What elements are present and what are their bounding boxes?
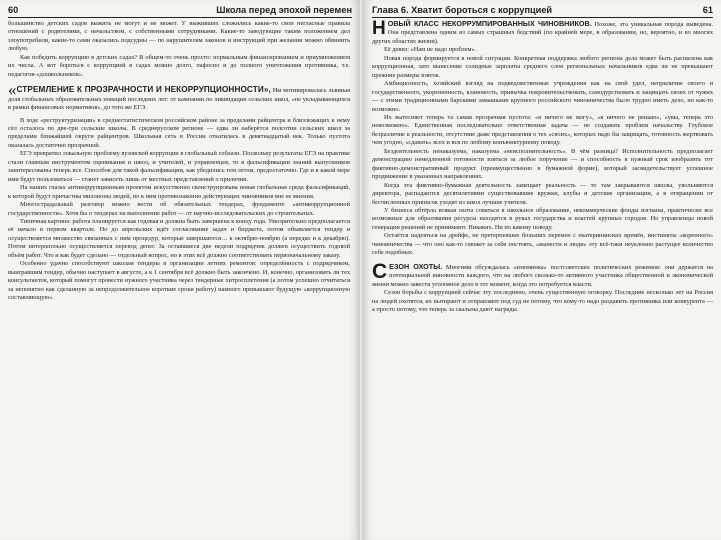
- paragraph: Как победить коррупцию в детских садах? В общем-то очень просто: нормальным финансированием и приумножением их числа. А вот бороться с коррупцией в садах можно долго, пафосно и до полного уничтожения противника, т.е. педагогов-«дошкольников».: [8, 53, 350, 78]
- pull-quote-heading: СТРЕМЛЕНИЕ К ПРОЗРАЧНОСТИ И НЕКОРРУПЦИОННОСТИ»,: [16, 85, 271, 95]
- left-page-number: 60: [8, 5, 19, 15]
- paragraph: Остаётся надеяться на дрейфе, не претерпевшие больших перемен с екатерининских времён, инстинкты «коренного» чиновничества — что оно как-то сможет за себя постоять, «вынести и люди» эту всё-таки неуклонно растущее количество себе подобных.: [372, 232, 713, 257]
- paragraph: Особенно удачно способствуют школам тендеры в организации летних ремонтов: определённость с подрядчиком, выигравшим тендер, обычно наступает в августе, а к 1 сентября всё должно быть закончено. И, конечно, организовать ли тех консультантов, который помогут провести нужного участника через тендерные хитросплетения (а потом успешно отчитаться за непонятно как сделанную за непродолжительное короткие сроки работу) намного превышают будущую «коррупционную составляющую».: [8, 260, 350, 302]
- right-page-body: [372, 20, 713, 314]
- paragraph: Многострадальный разговор можно вести об обязательных тендерах, фундаменте «антикоррупционной государственности». Хотя бы о тендерах на выполнение работ — от научно-исследовательских до строительных.: [8, 201, 350, 217]
- open-quote-mark: «: [8, 80, 17, 100]
- section-heading: ЕЗОН ОХОТЫ.: [389, 261, 443, 271]
- section-lead-text: Многими обсуждалась «изюминка» постсоветских политических режимов: они держатся на потенциальной виновности каждого, что на любого сколько-то активного участника общественной и экономической жизни можно завести уголовное дело в тот момент, когда это потребуется власти.: [372, 263, 713, 288]
- left-header-rule: [8, 17, 352, 18]
- right-header-rule: [372, 17, 713, 18]
- pull-quote-text: Им мотивировалась львиная доля глобальных образовательных новаций последних лет: от кампании по ликвидации сельских школ, «не укладывающихся в рамки финансовых нормативов», до того же ЕГЭ.: [8, 87, 351, 112]
- section-dropcap: Н: [372, 18, 386, 39]
- right-running-head: Глава 6. Хватит бороться с коррупцией: [372, 5, 553, 15]
- left-page-body: [8, 20, 350, 303]
- left-page: [0, 0, 360, 540]
- right-page-header: [372, 3, 713, 17]
- right-page: [362, 0, 721, 540]
- paragraph: Их вытесняет теперь та самая прозрачная пустота: «я ничего не могу», «я ничего не решаю», «увы, теперь это невозможно». Единственная последовательно ответственная задача — не создавать проблем начальству. Глубокое безразличие к реальности, отсутствие даже представления о тех «своих», которых надо бы защищать, готовность жертвовать чем угодно, «сдавать» всех и вся по любому конъюнктурному поводу.: [372, 113, 713, 147]
- section-lead-text: Похоже, эта уникальная порода выведена. Она представлена одним из самых страшных бедствий (по крайней мере, в образовании, но, вероятно, и во многих других областях жизни).: [372, 21, 713, 45]
- pull-quote: [8, 80, 351, 112]
- section-hunting-season-lead: [372, 259, 713, 289]
- left-page-header: [8, 3, 352, 17]
- paragraph: ЕГЭ превратил локальную проблему вузовской коррупции в глобальный соблазн. Поскольку результаты ЕГЭ на практике стали главным инструментом оценивания и школ, и учителей, и управленцев, то в фальсификации знаний выпускников заинтересованы теперь все. Способов для такой фальсификации, как убедились тем летом, предостаточно. Где и в какой мере ими будут пользоваться — станет зависеть лишь от местных представлений о приличии.: [8, 150, 350, 183]
- paragraph: Амбициозность, хозяйский взгляд на подведомственные учреждения как на свой удел, неприличие своего и государственного, укорененность, клановость, привычка покровительствовать, самодурствовать и защищать своих от чужих — с этими традиционными барскими замашками крупного российского чиновничества было трудно иметь дело, но как-то возможно.: [372, 80, 713, 113]
- section-new-class-lead: [372, 20, 713, 46]
- right-page-number: 61: [702, 5, 713, 15]
- paragraph: На наших глазах антикоррупционным проектом искусственно сконструирована новая глобальная среда фальсификаций, к которой будут причастны миллионы людей, но к ним противозаконно действующих чиновников вне ее мнения.: [8, 184, 350, 200]
- section-dropcap: С: [372, 259, 388, 283]
- paragraph: Сезон борьбы с коррупцией сейчас эту последнюю, очень существенную оговорку. Последние несколько лет на Россия на людей охотятся, их вытирают и отправляют под суд не потому, что кому-то надо раздавить противника или конкурента — а просто потому, что теперь за скальпы дают награды.: [372, 289, 713, 313]
- section-heading: ОВЫЙ КЛАСС НЕКОРРУМПИРОВАННЫХ ЧИНОВНИКОВ.: [387, 19, 592, 28]
- paragraph: Бездеятельность ненаказуема, наказуема «неисполнительность». В чём разница? Исполнительность предполагает демонстрацию немедленной готовности взяться за любое поручение — и способность в нужный срок изобразить тот фиктивно-демонстративный продукт (преимущественно в бумажной форме), который засвидетельствует успешное продвижение в указанных направлениях.: [372, 147, 713, 181]
- paragraph: У бизнеса обтёрла всякая охота соваться в школьное образование, некоммерческие фонды изгнаны, практически все возможные для образования ресурсы находятся в руках государства и властей крупных городов. Но управленцы новой генерации решений не принимают. Никаких. Ни по какому поводу.: [372, 206, 713, 231]
- paragraph: Её девиз: «Нам не надо проблем».: [384, 46, 477, 54]
- paragraph: Типичная картина: работа планируется как годовая и должна быть завершена к концу года. Умозрительно предполагается её начало в первом квартале. Но до апрельских идёт согласование задач и бюджета, потом объявляется тендер и осуществляется множество связанных с ним процедур, которые завершаются… к октябрю-ноябрю (а нередко и к декабрю). Потом интеропольно осуществляется перевод денег. За оставшиеся две недели подрядчик должен осуществить годовой объём работ. Что и как будет сделано — отдельный вопрос, но в этих всё должно соответствовать первоначальному заказу.: [8, 217, 350, 259]
- paragraph: большинство детских садов выжить не могут и не может. У выживших сложились какие-то свои негласные правила отношений с родителями, с начальством, с собственными сотрудниками. Какие-то заведующие таким положением дел злоупотребили, какие-то сами оказались подсудны — по нарушителям законов и инструкций при желании можно обвинить любую.: [8, 20, 350, 53]
- paragraph: Когда эта фиктивно-бумажная деятельность замещает реальность — то там закрываются школы, увольняются директора, распадаются десятилетиями существовавшие кружки, клубы и детские организации, а в отвращении от бесчисленных приписок уходят из школ лучшие учителя.: [372, 181, 713, 206]
- paragraph: Новая порода формируется в новой ситуации. Конкретная поддержка любого региона дела может быть распилена как коррупционная, зато вынесение солидные зарплаты среднего слоя региональных начальников едва ли не превышают прежние размеры взяток.: [372, 54, 713, 79]
- paragraph: В ходе «реструктуризации» в среднестатистическом российском районе за пределами райцентра и близлежащих к нему сёл осталось по две-три сельские школы. В среднерусском регионе — едва ли наберётся полсотни сельских школ за пределами ближайшей округи райцентров. Школьная сеть в России откатилась в девятнадцатый век. Только пустота оказалась достаточно прозрачной.: [8, 116, 350, 149]
- left-running-head: Школа перед эпохой перемен: [216, 5, 352, 15]
